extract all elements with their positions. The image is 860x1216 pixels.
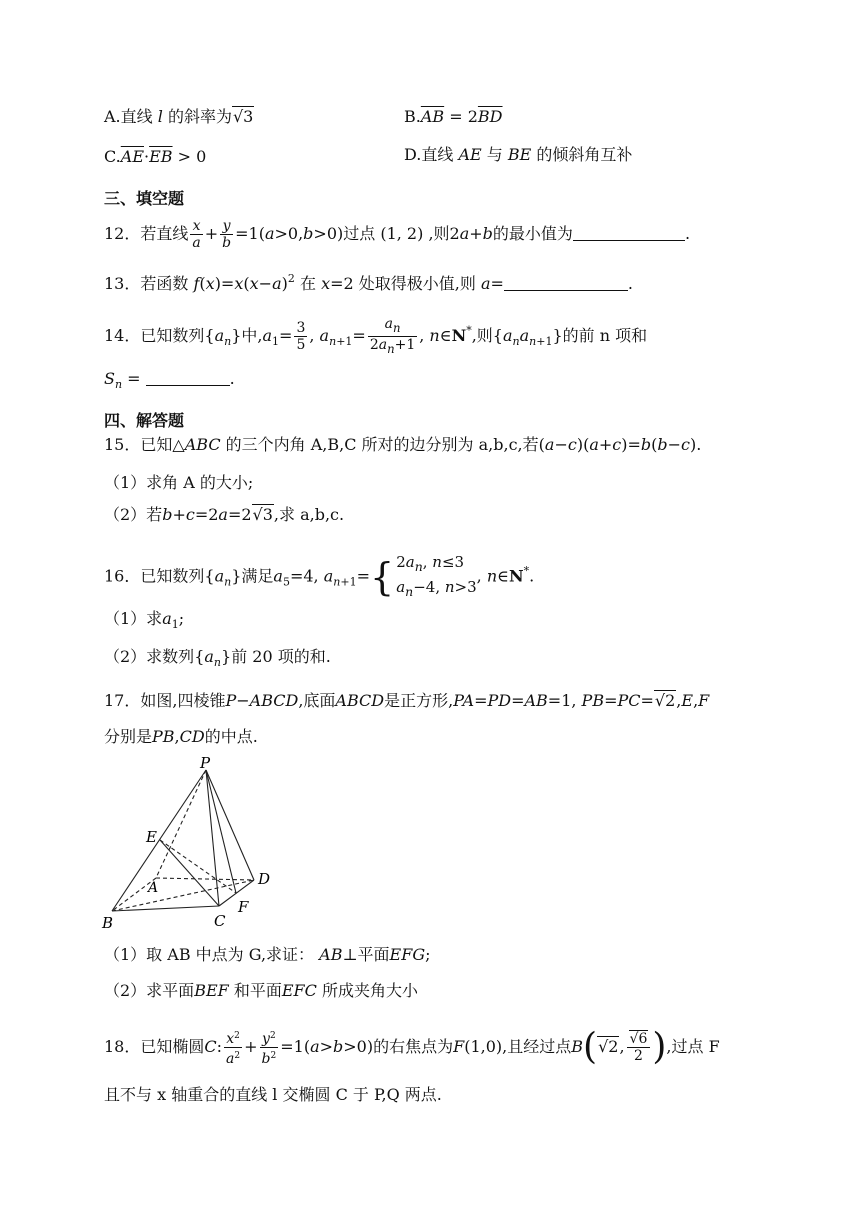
question-15: 15．已知△ABC 的三个内角 A,B,C 所对的边分别为 a,b,c,若(a−c)(a+c)=b(b−c).	[104, 435, 702, 454]
section-solve-heading: 四、解答题	[104, 411, 185, 430]
edge-pb	[112, 770, 206, 911]
question-18-line-2: 且不与 x 轴重合的直线 l 交椭圆 C 于 P,Q 两点.	[104, 1085, 442, 1104]
edge-ad	[156, 878, 254, 880]
option-a: A.直线 l 的斜率为√3	[104, 107, 254, 126]
question-17-line-2: 分别是PB,CD的中点.	[104, 727, 258, 746]
question-14-answer: $S_n$ = .	[104, 369, 235, 391]
question-16-part-1: （1）求$a_1$;	[104, 609, 185, 631]
label-a: A	[148, 880, 159, 896]
question-16-part-2: （2）求数列$\{a_n\}$前 20 项的和.	[104, 647, 331, 669]
question-12: 12．若直线 $\frac{x}{a}$ + $\frac{y}{b}$ =1(a>0,b>0)过点 (1, 2) ,则2a+b的最小值为 .	[104, 218, 691, 251]
edge-pa	[156, 770, 206, 878]
section-fill-heading: 三、填空题	[104, 189, 185, 208]
option-b: $B.\overline{AB} = 2\overline{BD}$	[404, 107, 503, 126]
question-17-part-1: （1）取 AB 中点为 G,求证： AB⊥平面EFG;	[104, 945, 431, 964]
edge-ec	[160, 840, 219, 906]
label-c: C	[214, 912, 226, 930]
label-e: E	[146, 828, 157, 846]
label-f: F	[238, 898, 249, 916]
edge-pc	[206, 770, 219, 906]
question-17: 17．如图,四棱锥P−ABCD,底面ABCD是正方形,PA=PD=AB=1, PB=PC=√2,E,F	[104, 691, 710, 710]
question-15-part-2: （2）若b+c=2a=2√3,求 a,b,c.	[104, 505, 345, 524]
question-17-part-2: （2）求平面BEF 和平面EFC 所成夹角大小	[104, 981, 418, 1000]
edge-pd	[206, 770, 254, 880]
question-13: 13．若函数 $f(x)=x(x-a)^2$ 在 x=2 处取得极小值,则 a= .	[104, 272, 633, 293]
label-p: P	[200, 756, 211, 772]
option-d: D.直线 AE 与 BE 的倾斜角互补	[404, 145, 633, 164]
label-d: D	[258, 870, 271, 888]
option-c: $C.\overline{AE}\cdot\overline{EB} > 0$	[104, 147, 207, 166]
label-b: B	[102, 914, 114, 932]
question-16: 16．已知数列$\{a_n\}$满足$a_5=4$, $a_{n+1}=${ $2a_n$, n≤3 $a_n-4$, n>3, n∈N*.	[104, 553, 535, 599]
edge-bc	[112, 906, 219, 911]
edge-pf	[206, 770, 236, 893]
question-15-part-1: （1）求角 A 的大小;	[104, 473, 254, 492]
question-18: 18．已知椭圆C: $\frac{x^2}{a^2}$ + $\frac{y^2}{b^2}$ =1(a>b>0)的右焦点为F(1,0),且经过点B(√2, $\frac{√6}{2}$ ),过点 F	[104, 1026, 720, 1068]
question-14: 14．已知数列$\{a_n\}$中$,a_1=$ $\frac{3}{5}$ , $a_{n+1}=$ $\frac{a_n}{2a_n+1}$ , n∈N*,则$\{a_na_{n+1}\}$的前 n 项和	[104, 316, 648, 356]
pyramid-figure	[96, 756, 296, 936]
